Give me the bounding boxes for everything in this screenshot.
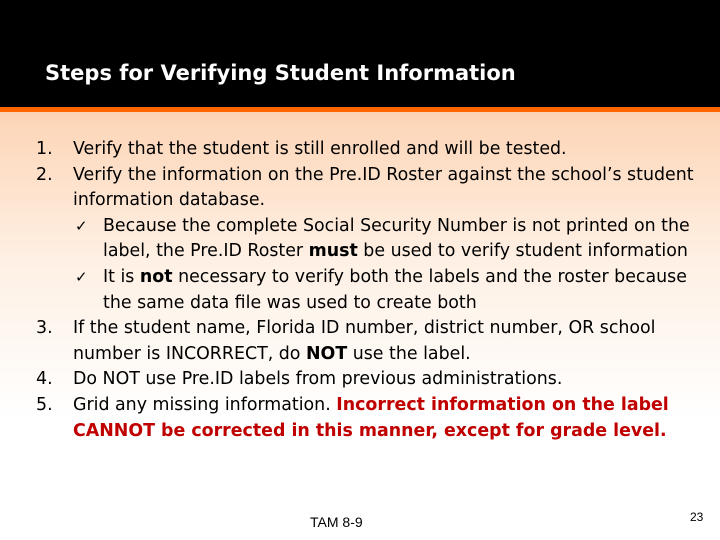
checkmark-icon: ✓ (75, 216, 88, 235)
emphasis-text: must (308, 241, 358, 262)
list-item (36, 393, 706, 444)
item-number: 5. (36, 394, 53, 415)
item-text: Do NOT use Pre.ID labels from previous administrations. (73, 369, 563, 390)
item-number: 2. (36, 164, 53, 185)
list-item (36, 163, 706, 317)
item-number: 4. (36, 369, 53, 390)
checkmark-icon: ✓ (75, 267, 88, 286)
accent-divider (0, 107, 720, 112)
slide-title: Steps for Verifying Student Information (45, 61, 516, 85)
list-item (36, 137, 706, 163)
title-bar (0, 0, 720, 107)
list-item (36, 367, 706, 393)
sub-item-text: be used to verify student information (357, 241, 688, 262)
item-number: 3. (36, 318, 53, 339)
item-text: If the student name, Florida ID number, district number, OR school number is INCORRECT, do (73, 318, 656, 364)
steps-list (36, 137, 706, 444)
item-text: Verify the information on the Pre.ID Roster against the school’s student information database. (73, 164, 694, 211)
sub-item-text: necessary to verify both the labels and the roster because the same data file was used to create both (103, 266, 687, 313)
footer-reference: TAM 8-9 (310, 514, 363, 530)
emphasis-text: not (139, 266, 173, 287)
emphasis-text: NOT (305, 343, 348, 364)
sub-item (71, 214, 706, 265)
item-number: 1. (36, 139, 53, 159)
sub-item (71, 265, 706, 316)
list-item (36, 316, 706, 367)
item-text: use the label. (347, 343, 471, 364)
sub-item-text: It is (103, 266, 140, 287)
warning-text: Incorrect information on the label CANNOT be corrected in this manner, except for grade level. (73, 394, 669, 441)
sub-item-text: Because the complete Social Security Number is not printed on the label, the Pre.ID Roster (103, 215, 690, 262)
item-text: Grid any missing information. (73, 394, 337, 415)
page-number: 23 (690, 510, 704, 524)
item-text: Verify that the student is still enrolled and will be tested. (73, 139, 567, 159)
